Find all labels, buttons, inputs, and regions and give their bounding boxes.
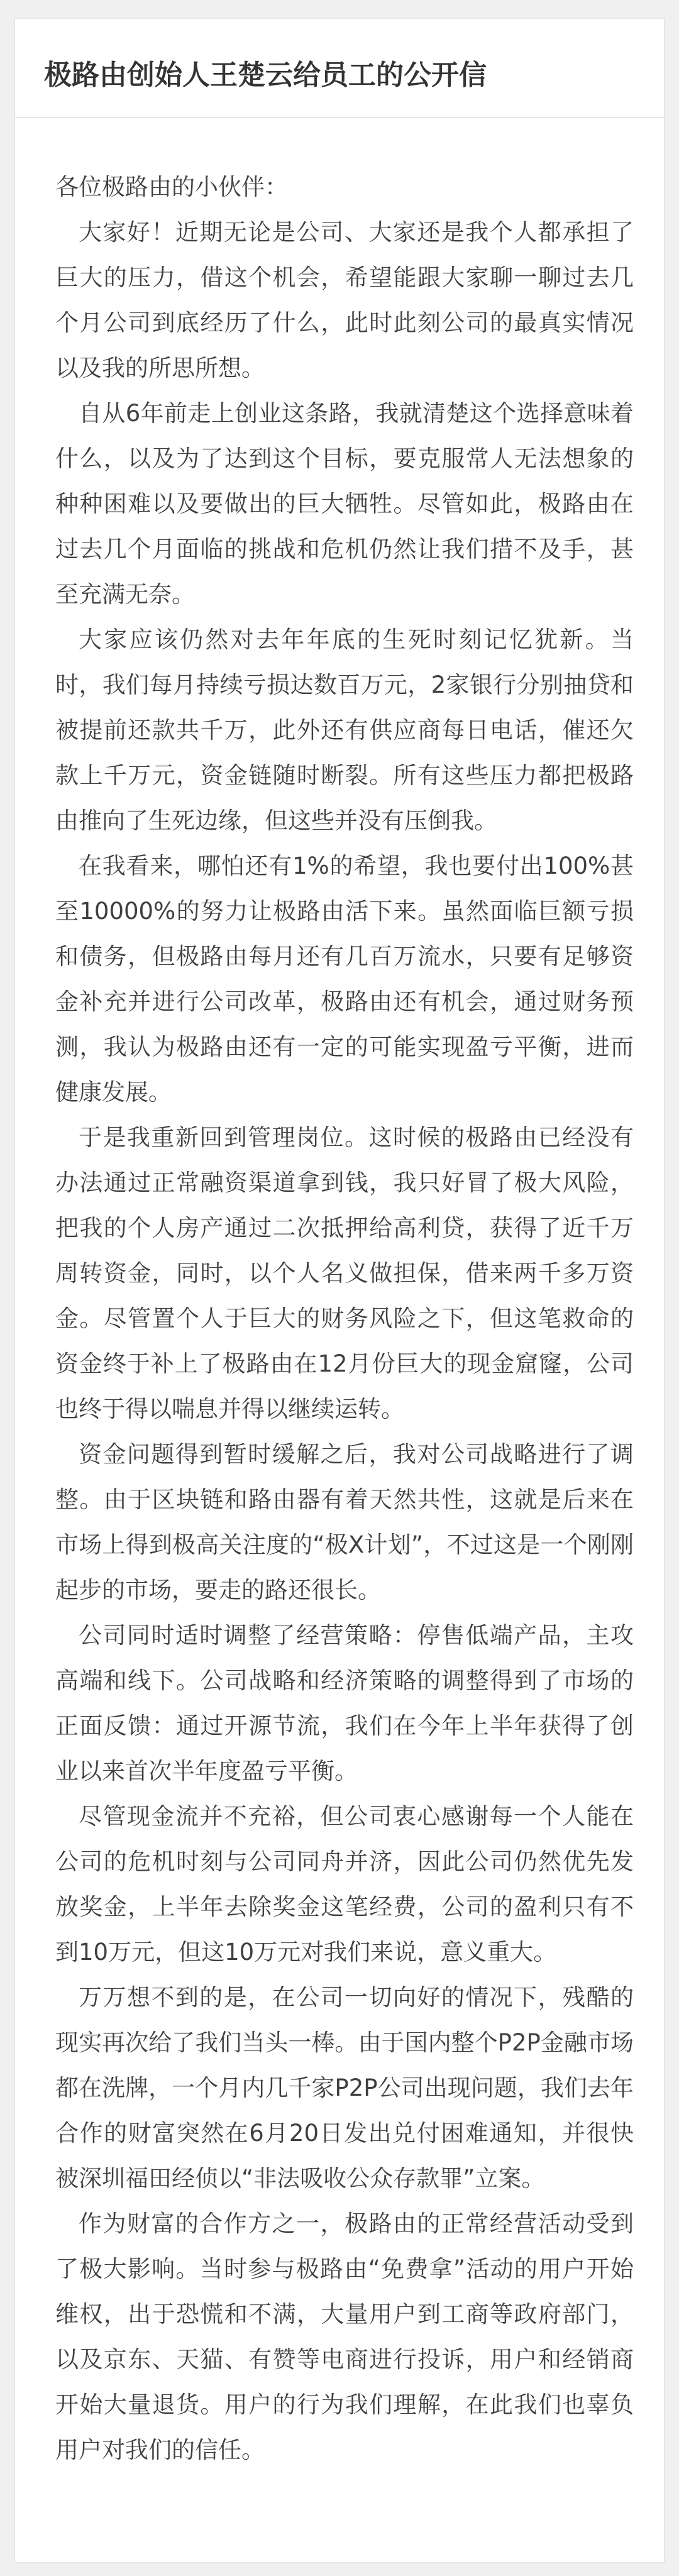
paragraph-7: 公司同时适时调整了经营策略：停售低端产品，主攻高端和线下。公司战略和经济策略的调整得到了市场的正面反馈：通过开源节流，我们在今年上半年获得了创业以来首次半年度盈亏平衡。 [55, 1622, 634, 1785]
paragraph-8: 尽管现金流并不充裕，但公司衷心感谢每一个人能在公司的危机时刻与公司同舟并济，因此公司仍然优先发放奖金，上半年去除奖金这笔经费，公司的盈利只有不到10万元，但这10万元对我们来说，意义重大。 [55, 1803, 634, 1966]
title-divider [14, 117, 665, 118]
paragraph-3: 大家应该仍然对去年年底的生死时刻记忆犹新。当时，我们每月持续亏损达数百万元，2家银行分别抽贷和被提前还款共千万，此外还有供应商每日电话，催还欠款上千万元，资金链随时断裂。所有这些压力都把极路由推向了生死边缘，但这些并没有压倒我。 [55, 626, 634, 834]
paragraph-5: 于是我重新回到管理岗位。这时候的极路由已经没有办法通过正常融资渠道拿到钱，我只好冒了极大风险，把我的个人房产通过二次抵押给高利贷，获得了近千万周转资金，同时，以个人名义做担保，借来两千多万资金。尽管置个人于巨大的财务风险之下，但这笔救命的资金终于补上了极路由在12月份巨大的现金窟窿，公司也终于得以喘息并得以继续运转。 [55, 1124, 634, 1423]
paragraph-2: 自从6年前走上创业这条路，我就清楚这个选择意味着什么，以及为了达到这个目标，要克服常人无法想象的种种困难以及要做出的巨大牺牲。尽管如此，极路由在过去几个月面临的挑战和危机仍然让我们措不及手，甚至充满无奈。 [55, 400, 634, 608]
paragraph-1: 大家好！近期无论是公司、大家还是我个人都承担了巨大的压力，借这个机会，希望能跟大家聊一聊过去几个月公司到底经历了什么，此时此刻公司的最真实情况以及我的所思所想。 [55, 219, 634, 382]
paragraph-4: 在我看来，哪怕还有1%的希望，我也要付出100%甚至10000%的努力让极路由活下来。虽然面临巨额亏损和债务，但极路由每月还有几百万流水，只要有足够资金补充并进行公司改革，极路由还有机会，通过财务预测，我认为极路由还有一定的可能实现盈亏平衡，进而健康发展。 [55, 852, 634, 1106]
letter-body [55, 165, 634, 2473]
paragraph-6: 资金问题得到暂时缓解之后，我对公司战略进行了调整。由于区块链和路由器有着天然共性，这就是后来在市场上得到极高关注度的“极X计划”，不过这是一个刚刚起步的市场，要走的路还很长。 [55, 1441, 634, 1604]
greeting: 各位极路由的小伙伴： [55, 173, 288, 201]
paragraph-9: 万万想不到的是，在公司一切向好的情况下，残酷的现实再次给了我们当头一棒。由于国内整个P2P金融市场都在洗牌，一个月内几千家P2P公司出现问题，我们去年合作的财富突然在6月20日发出兑付困难通知，并很快被深圳福田经侦以“非法吸收公众存款罪”立案。 [55, 1984, 634, 2192]
paragraph-10: 作为财富的合作方之一，极路由的正常经营活动受到了极大影响。当时参与极路由“免费拿”活动的用户开始维权，出于恐慌和不满，大量用户到工商等政府部门，以及京东、天猫、有赞等电商进行投诉，用户和经销商开始大量退货。用户的行为我们理解，在此我们也辜负用户对我们的信任。 [55, 2210, 634, 2463]
page-title: 极路由创始人王楚云给员工的公开信 [44, 59, 487, 91]
